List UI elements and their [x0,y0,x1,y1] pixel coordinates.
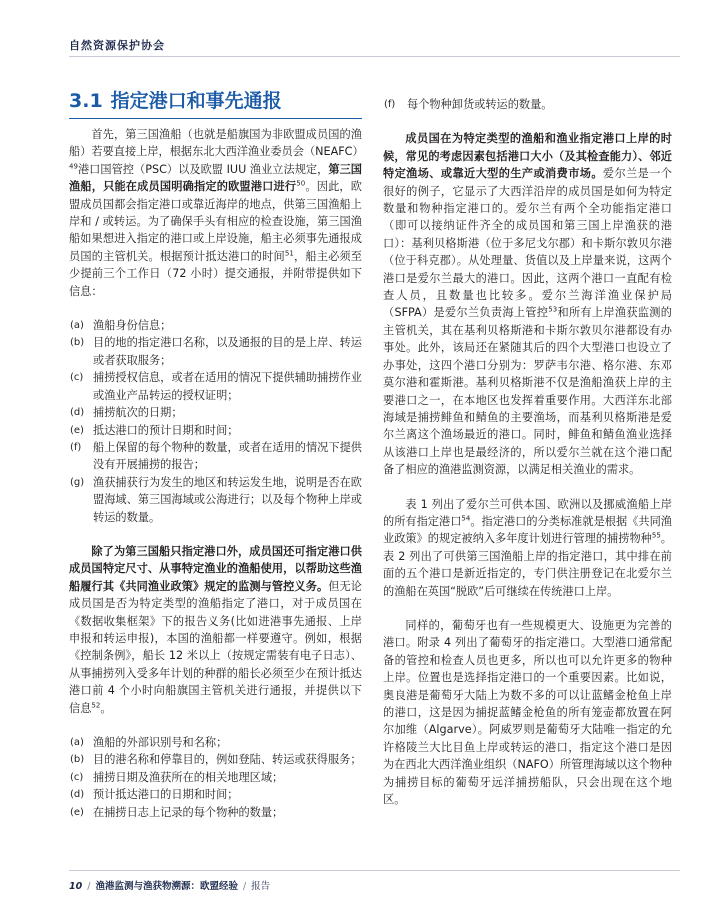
list-item: (a) 渔船身份信息； [70,319,172,333]
list-item: (c) 捕捞日期及渔获所在的相关地理区域； [70,770,284,784]
report-title: 渔港监测与渔获物溯源：欧盟经验 [95,881,238,892]
footnote-ref: 55 [651,531,661,540]
list-item: (b) 目的港名称和停靠目的，例如登陆、转运或获得服务； [70,753,362,767]
emphasis-text: 第三国渔船，只能在成员国明确指定的欧盟港口进行 [69,162,362,194]
list-item: (f) 每个物种卸货或转运的数量。 [384,98,553,111]
paragraph-ireland-ports: 成员国在为特定类型的渔船和渔业指定港口上岸的时候，常见的考虑因素包括港口大小（及其检查能力）、邻近特定渔场、或靠近大型的生产或消费市场。爱尔兰是一个很好的例子，它显示了大西洋沿岸的成员国是如何为特定数量和物种指定港口的。爱尔兰有两个全功能指定港口（即可以接纳证件齐全的成员国和第三国上岸渔获的港口）：基利贝格斯港（位于多尼戈尔郡）和卡斯尔敦贝尔港（位于科克郡）。从处理量、货值以及上岸量来说，这两个港口是爱尔兰最大的港口。因此，这两个港口一直配有检查人员，且数量也比较多。爱尔兰海洋渔业保护局（SFPA）是爱尔兰负责海上管控$^{53}$和所有上岸渔获监测的主管机关，其在基利贝格斯港和卡斯尔敦贝尔港都设有办事处。此外，该局还在紧随其后的四个大型港口也设立了办事处，这四个港口分别为：罗萨韦尔港、格尔港、东邓莫尔港和霍斯港。基利贝格斯港不仅是渔船渔获上岸的主要港口之一，在本地区也发挥着重要作用。大西洋东北部海域是捕捞鲱鱼和鲭鱼的主要渔场，而基利贝格斯港是爱尔兰离这个渔场最近的港口。同时，鲱鱼和鲭鱼渔业选择从该港口上岸也是最经济的，所以爱尔兰就在这个港口配备了相应的渔港监测资源，以满足相关渔业的需求。 [383,132,672,477]
paragraph-portugal-ports: 同样的，葡萄牙也有一些规模更大、设施更为完善的港口。附录 4 列出了葡萄牙的指定港口。大型港口通常配备的管控和检查人员也更多，所以也可以允许更多的物种上岸。位置也是选择指定港口的一个重要因素。比如说，奥良港是葡萄牙大陆上为数不多的可以让蓝鳍金枪鱼上岸的港口，这是因为捕捉蓝鳍金枪鱼的所有笼壶都放置在阿尔加维（Algarve）。阿威罗则是葡萄牙大陆唯一指定的允许格陵兰大比目鱼上岸或转运的港口，指定这个港口是因为在西北大西洋渔业组织（NAFO）所管理海域以这个物种为捕捞目标的葡萄牙远洋捕捞船队，只会出现在这个地区。 [383,618,672,807]
list-item: (c) 捕捞授权信息，或者在适用的情况下提供辅助捕捞作业或渔业产品转运的授权证明； [70,371,362,402]
list-item: (f) 船上保留的每个物种的数量，或者在适用的情况下提供没有开展捕捞的报告； [70,440,362,472]
footer-divider [69,870,680,871]
footnote-ref: 49 [69,162,78,171]
paragraph-member-state-ports: 除了为第三国船只指定港口外，成员国还可指定港口供成员国特定尺寸、从事特定渔业的渔船使用，以帮助这些渔船履行其《共同渔业政策》规定的监测与管控义务。但无论成员国是否为特定类型的渔船指定了港口，对于成员国在《数据收集框架》下的报告义务(比如进港事先通报、上岸申报和转运申报)，本国的渔船都一样要遵守。例如，根据《控制条例》，船长 12 米以上（按规定需装有电子日志）、从事捕捞列入受多年计划的种群的船长必须至少在预计抵达港口前 4 个小时向船旗国主管机关进行通报，并提供以下信息$^{52}$。 [69,544,362,715]
footnote-ref: 53 [548,305,558,314]
list-item: (b) 目的地的指定港口名称，以及通报的目的是上岸、转运或者获取服务； [70,336,362,367]
footer: 10 / 渔港监测与渔获物溯源：欧盟经验 / 报告 [69,881,271,892]
list-item: (e) 抵达港口的预计日期和时间； [70,423,239,437]
header-divider [69,56,680,57]
list-item: (a) 渔船的外部识别号和名称； [70,736,228,749]
emphasis-text: 除了为第三国船只指定港口外，成员国还可指定港口供成员国特定尺寸、从事特定渔业的渔船使用，以帮助这些渔船履行其《共同渔业政策》规定的监测与管控义务。 [69,544,362,593]
header-org-name: 自然资源保护协会 [69,39,165,52]
paragraph-third-country-vessels: 首先，第三国渔船（也就是船旗国为非欧盟成员国的渔船）若要直接上岸，根据东北大西洋渔业委员会（NEAFC）$^{49}$港口国管控（PSC）以及欧盟 IUU 渔业立法规定，第三国渔船，只能在成员国明确指定的欧盟港口进行$^{50}$。因此，欧盟成员国都会指定港口或靠近海岸的地点，供第三国渔船上岸和 / 或转运。为了确保手头有相应的检查设施，第三国渔船如果想进入指定的港口或上岸设施，船主必须事先通报成员国的主管机关。根据预计抵达港口的时间$^{51}$，船主必须至少提前三个工作日（72 小时）提交通报，并附带提供如下信息： [69,128,364,298]
heading-divider [69,118,362,119]
section-number: 3.1 [69,90,103,112]
section-title: 指定港口和事先通报 [110,90,282,112]
list-item: (g) 渔获捕获行为发生的地区和转运发生地，说明是否在欧盟海域、第三国海域或公海进行；以及每个物种上岸或转运的数量。 [70,475,362,524]
footnote-ref: 51 [284,249,294,258]
list-item: (d) 捕捞航次的日期； [70,406,183,420]
footnote-ref: 52 [91,700,101,709]
emphasis-text: 成员国在为特定类型的渔船和渔业指定港口上岸的时候，常见的考虑因素包括港口大小（及其检查能力）、邻近特定渔场、或靠近大型的生产或消费市场。 [383,132,672,181]
footnote-ref: 54 [461,514,471,523]
notification-info-list [69,734,362,821]
paragraph-designated-ports-tables: 表 1 列出了爱尔兰可供本国、欧洲以及挪威渔船上岸的所有指定港口$^{54}$。指定港口的分类标准就是根据《共同渔业政策》的规定被纳入多年度计划进行管理的捕捞物种$^{55}$。表 2 列出了可供第三国渔船上岸的指定港口，其中排在前面的五个港口是新近指定的，专门供注册登记在北爱尔兰的渔船在英国“脱欧”后可继续在传统港口上岸。 [383,497,672,598]
document-type: 报告 [251,881,271,892]
notification-info-list-continued [383,96,672,113]
left-column [69,126,362,821]
footnote-ref: 50 [296,179,306,188]
page-number: 10 [69,881,83,892]
right-column [383,96,672,808]
list-item: (d) 预计抵达港口的日期和时间； [70,788,239,802]
required-info-list [69,317,362,526]
section-heading [69,86,282,113]
list-item: (e) 在捕捞日志上记录的每个物种的数量； [70,805,284,819]
